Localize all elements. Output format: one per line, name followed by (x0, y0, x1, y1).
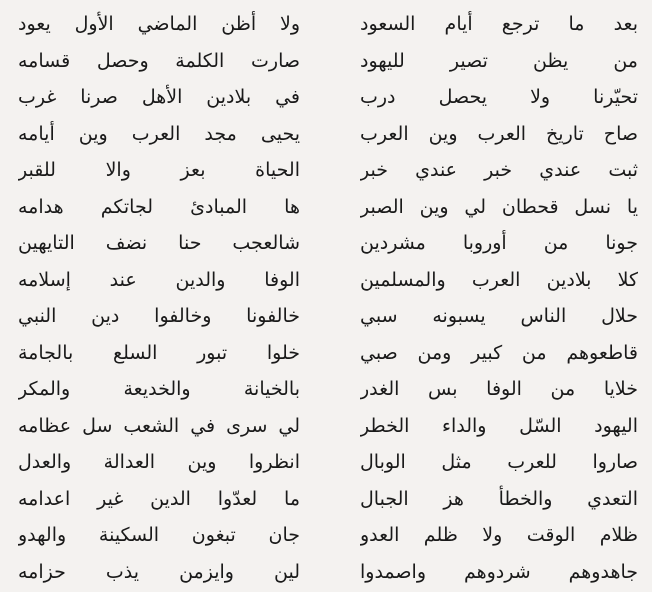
verse-line: يحيى مجد العرب وين أيامه (18, 122, 300, 145)
verse-line: ولا أظن الماضي الأول يعود (18, 13, 300, 35)
verse-line: حلال الناس يسبونه سبي (360, 305, 638, 327)
verse-line: بعد ما ترجع أيام السعود (360, 13, 638, 35)
verse-line: صاح تاريخ العرب وين العرب (360, 122, 638, 145)
verse-line: خالفونا وخالفوا دين النبي (18, 305, 300, 327)
verse-line: جان تبغون السكينة والهدو (18, 524, 300, 546)
verse-line: ظلام الوقت ولا ظلم العدو (360, 524, 638, 546)
verse-line: لي سرى في الشعب سل عظامه (18, 414, 300, 437)
verse-line: الحياة بعز والا للقبر (18, 159, 300, 181)
verse-line: صارت الكلمة وحصل قسامه (18, 49, 300, 72)
verse-line: قاطعوهم من كبير ومن صبي (360, 341, 638, 364)
verse-line: في بلادين الأهل صرنا غرب (18, 86, 300, 108)
verse-line: صاروا للعرب مثل الوبال (360, 451, 638, 473)
verse-line: خلايا من الوفا بس الغدر (360, 378, 638, 400)
verse-line: الوفا والدين عند إسلامه (18, 268, 300, 291)
verse-line: ها المبادئ لجاتكم هدامه (18, 195, 300, 218)
verse-line: شالعجب حنا نضف التايهين (18, 232, 300, 254)
verse-line: انظروا وين العدالة والعدل (18, 451, 300, 473)
poem-left-column (18, 6, 300, 590)
verse-line: من يظن تصير لليهود (360, 49, 638, 72)
verse-line: خلوا تبور السلع بالجامة (18, 341, 300, 364)
verse-line: اليهود السّل والداء الخطر (360, 414, 638, 437)
verse-line: تحيّرنا ولا يحصل درب (360, 86, 638, 108)
verse-line: كلا بلادين العرب والمسلمين (360, 268, 638, 291)
poem-right-column (360, 6, 638, 590)
verse-line: التعدي والخطأ هز الجبال (360, 487, 638, 510)
verse-line: ما لعدّوا الدين غير اعدامه (18, 487, 300, 510)
verse-line: جونا من أوروبا مشردين (360, 232, 638, 254)
verse-line: يا نسل قحطان لي وين الصبر (360, 195, 638, 218)
verse-line: لين وايزمن يذب حزامه (18, 560, 300, 583)
verse-line: بالخيانة والخديعة والمكر (18, 378, 300, 400)
verse-line: ثبت عندي خبر عندي خبر (360, 159, 638, 181)
verse-line: جاهدوهم شردوهم واصمدوا (360, 560, 638, 583)
